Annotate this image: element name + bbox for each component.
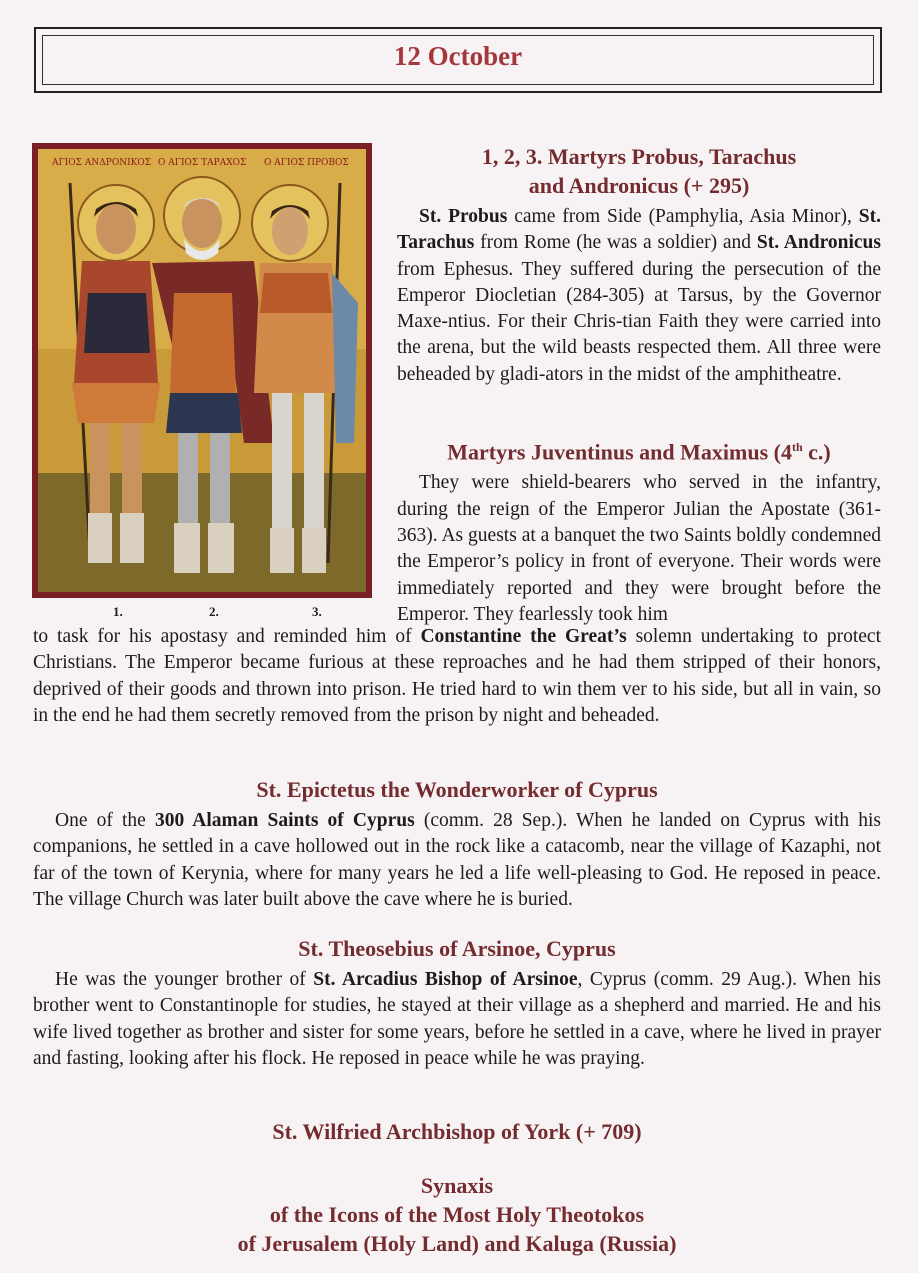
text-run: from Rome (he was a soldier) and: [474, 232, 757, 254]
text-run: (comm. 28 Sep.). When he landed on Cyprus with his companions, he settled in a cave hollowed out in the rock like a catacomb, near the village of Kazaphi, not far of the town of Kerynia, where for many years he led a life well-pleasing to God. He reposed in peace. The village Church was later built above the cave where he is buried.: [33, 810, 881, 910]
paragraph: They were shield-bearers who served in the infantry, during the reign of the Emperor Julian the Apostate (361-363). As guests at a banquet the two Saints boldly condemned the Emperor’s policy in front of everyone. Their words were immediately reported and they were brought before the Emperor. They fearlessly took him: [397, 472, 881, 625]
saint-name: St. Tarachus: [397, 206, 881, 254]
paragraph: [33, 808, 881, 913]
page-title: 12 October: [393, 41, 523, 71]
saint-name: St. Probus: [419, 206, 508, 227]
paragraph: [33, 624, 881, 729]
section-epictetus: [33, 775, 881, 913]
icon-number-3: 3.: [312, 604, 322, 619]
section-wilfried: [33, 1117, 881, 1146]
heading-text: Martyrs Juventinus and Maximus (4: [447, 439, 792, 465]
paragraph: [33, 967, 881, 1072]
text-run: , Cyprus (comm. 29 Aug.). When his brother went to Constantinople for studies, he stayed at their village as a shepherd and married. He and his wife lived together as brother and sister for some years, before he settled in a cave, where he lived in prayer and fasting, looking after his flock. He reposed in peace while he was praying.: [33, 969, 881, 1069]
section-theosebius: [33, 934, 881, 1072]
saints-icon-image: [32, 143, 372, 598]
icon-number-1: 1.: [113, 604, 123, 619]
section-heading: St. Epictetus the Wonderworker of Cyprus: [256, 777, 658, 802]
section-heading: St. Wilfried Archbishop of York (+ 709): [272, 1119, 642, 1144]
saint-name: St. Andronicus: [756, 232, 881, 254]
heading-line: of the Icons of the Most Holy Theotokos: [269, 1202, 645, 1227]
icon-inscription-center: Ο ΑΓΙΟΣ ΤΑΡΑΧΟΣ: [158, 158, 247, 168]
icon-painting: [32, 143, 372, 598]
bold-name: St. Arcadius Bishop of Arsinoe: [313, 969, 578, 990]
heading-line: of Jerusalem (Holy Land) and Kaluga (Russia): [237, 1231, 677, 1256]
section-heading: St. Theosebius of Arsinoe, Cyprus: [298, 936, 616, 961]
heading-line: Synaxis: [420, 1173, 494, 1198]
title-frame: [34, 27, 882, 93]
section-synaxis: [33, 1171, 881, 1258]
section-juventinus: [397, 433, 881, 628]
text-run: He was the younger brother of: [55, 969, 314, 990]
icon-number-2: 2.: [209, 604, 219, 619]
icon-inscription-right: Ο ΑΓΙΟΣ ΠΡΟΒΟΣ: [264, 158, 349, 168]
text-run: One of the: [55, 810, 155, 831]
paragraph: [397, 204, 881, 388]
heading-line: 1, 2, 3. Martyrs Probus, Tarachus: [481, 144, 797, 169]
section-heading: [397, 433, 881, 466]
heading-sup: th: [791, 440, 803, 454]
text-run: solemn undertaking to protect Christians. The Emperor became furious at these reproaches and he had them stripped of their honors, deprived of their goods and thrown into prison. He tried hard to win them ver to his side, but all in vain, so in the end he had them secretly removed from the prison by night and beheaded.: [33, 626, 881, 726]
bold-name: Constantine the Great’s: [420, 626, 627, 647]
text-run: came from Side (Pamphylia, Asia Minor),: [507, 206, 859, 227]
icon-inscription-left: ΑΓΙΟΣ ΑΝΔΡΟΝΙΚΟΣ: [52, 158, 152, 168]
section-heading: [33, 1171, 881, 1258]
section-juventinus-continued: [33, 624, 881, 729]
heading-text: c.): [802, 439, 831, 465]
heading-line: and Andronicus (+ 295): [528, 173, 750, 198]
section-heading: [397, 142, 881, 200]
text-run: to task for his apostasy and reminded him of: [33, 626, 421, 647]
text-run: from Ephesus. They suffered during the persecution of the Emperor Diocletian (284-305) at Tarsus, by the Governor Maxe-ntius. For their Chris-tian Faith they were carried into the arena, but the wild beasts respected them. All three were beheaded by gladi-ators in the midst of the amphitheatre.: [397, 258, 881, 385]
section-probus: [397, 142, 881, 388]
bold-name: 300 Alaman Saints of Cyprus: [154, 810, 415, 831]
